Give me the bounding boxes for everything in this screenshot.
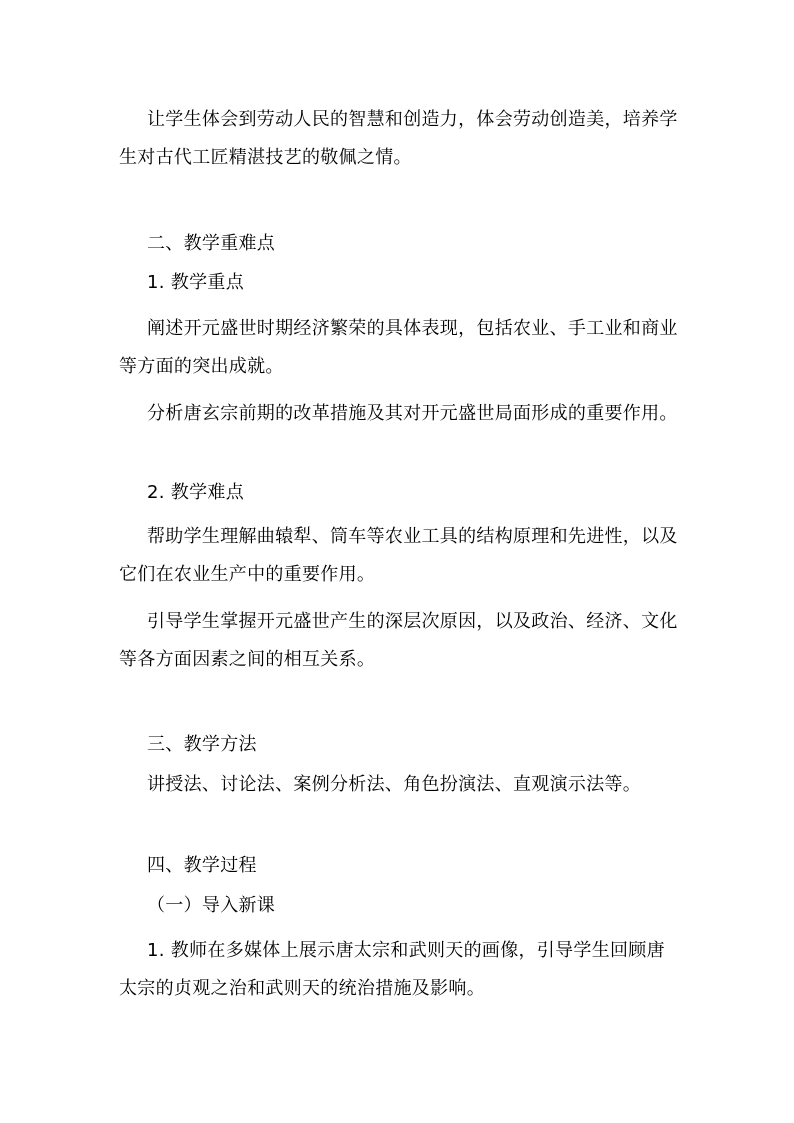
paragraph-goal: 让学生体会到劳动人民的智慧和创造力，体会劳动创造美，培养学生对古代工匠精湛技艺的敬佩之情。 [119, 109, 678, 168]
subheading-introduction: （一）导入新课 [147, 895, 276, 916]
paragraph-focus-1: 阐述开元盛世时期经济繁荣的具体表现，包括农业、手工业和商业等方面的突出成就。 [119, 318, 678, 377]
subheading-teaching-difficulty: 2. 教学难点 [147, 482, 244, 503]
section-heading-methods: 三、教学方法 [147, 734, 257, 755]
paragraph-difficulty-2: 引导学生掌握开元盛世产生的深层次原因，以及政治、经济、文化等各方面因素之间的相互关系。 [119, 611, 678, 670]
section-heading-process: 四、教学过程 [147, 855, 257, 876]
paragraph-methods: 讲授法、讨论法、案例分析法、角色扮演法、直观演示法等。 [147, 774, 642, 795]
paragraph-focus-2: 分析唐玄宗前期的改革措施及其对开元盛世局面形成的重要作用。 [147, 403, 678, 424]
paragraph-process-1: 1. 教师在多媒体上展示唐太宗和武则天的画像，引导学生回顾唐太宗的贞观之治和武则天的统治措施及影响。 [119, 940, 665, 999]
subheading-teaching-focus: 1. 教学重点 [147, 272, 244, 293]
paragraph-difficulty-1: 帮助学生理解曲辕犁、筒车等农业工具的结构原理和先进性，以及它们在农业生产中的重要作用。 [119, 526, 678, 585]
section-heading-key-points: 二、教学重难点 [147, 233, 276, 254]
